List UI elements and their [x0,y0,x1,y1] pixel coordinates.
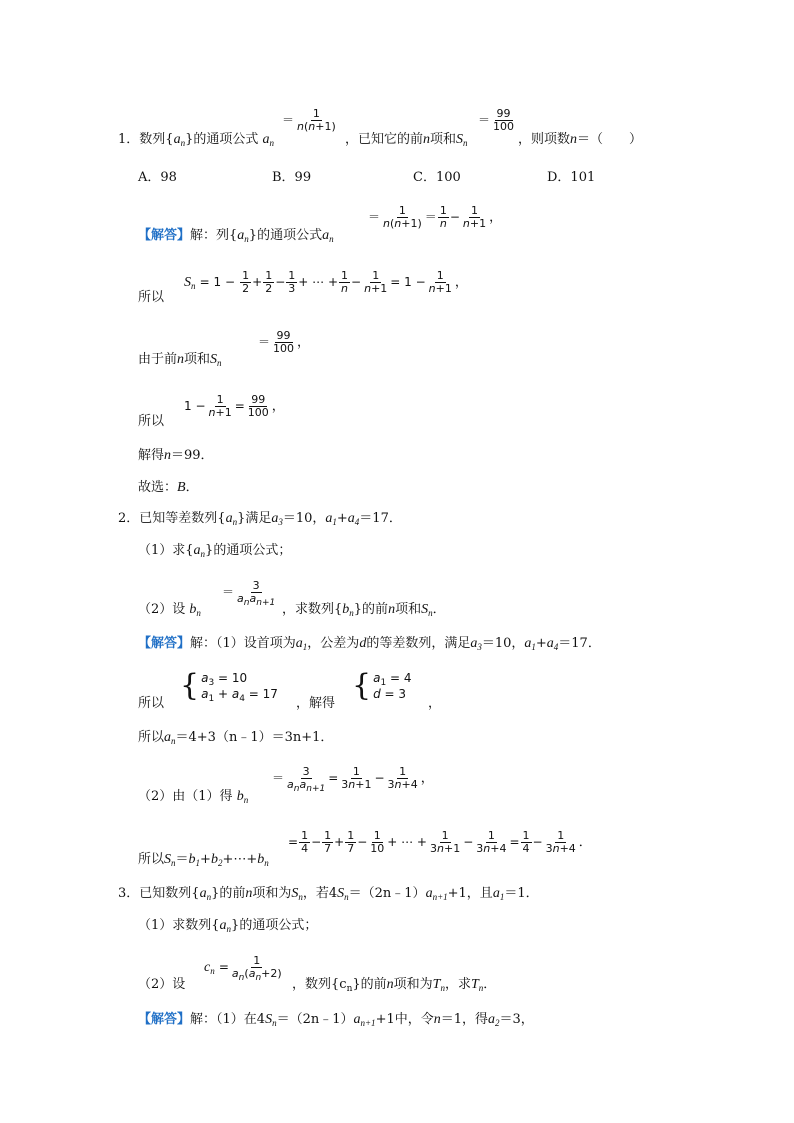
q3-part2-b: ，数列$\{c_n\}$的前n项和为$T_n$，求$T_n$． [292,977,497,994]
q1-formula-sn: ＝ $\frac{99}{100}$ [478,107,515,133]
q1-since-formula: ＝ $\frac{99}{100}$ ， [258,329,311,355]
q1-eq-formula: 1 − $\frac{1}{n+1}$ = $\frac{99}{100}$ ， [184,393,285,419]
q2-system-line: 所以 [138,696,165,711]
q3-part1: （1）求数列$\{a_n\}$的通项公式； [138,918,318,934]
q3-part2: （2）设 [138,977,186,992]
q1-formula-an: ＝ $\frac{1}{n(n+1)}$ [282,107,336,133]
q3-solution-line1: 【解答】解：（1）在$4S_n=(2n﹣1)a_{n+1}+1$中，令n＝1，得$a_2=3$， [138,1012,534,1028]
solution-tag: 【解答】 [138,228,191,243]
choice-a[interactable]: A．98 [138,170,177,185]
q1-stem: 1．数列$\{a_n\}$的通项公式 $a_n$ [118,132,274,148]
q1-since: 由于前n项和$S_n$ [138,352,222,368]
q3-cn-formula: $c_n$ = $\frac{1}{a_n(a_n+2)}$ [204,954,282,983]
choice-c[interactable]: C．100 [413,170,461,185]
q1-stem-3: ，则项数n＝（ ） [518,132,643,147]
q2-part2-solution: （2）由（1）得 $b_n$ [138,789,249,805]
q2-bn-split: ＝ $\frac{3}{a_na_{n+1}}$ = $\frac{1}{3n+1}$ − $\frac{1}{3n+4}$ ， [272,765,434,794]
q1-sum-formula: $S_n = 1$ − $\frac{1}{2}$ + $\frac{1}{2}$ − $\frac{1}{3}$ + ⋯ + $\frac{1}{n}$ − $\frac{1}{n+1}$ = 1 − $\frac{1}{n+1}$ ， [184,269,468,295]
q2-solution-line1: 【解答】解：（1）设首项为$a_1$，公差为d的等差数列，满足$a_3=10$，$a_1+a_4=17$． [138,636,601,652]
q1-solve: 解得n＝99． [138,448,214,463]
q1-solution-formula1: ＝ $\frac{1}{n(n+1)}$ ＝ $\frac{1}{n}$ − $\frac{1}{n+1}$ ， [368,204,503,230]
q2-stem: 2．已知等差数列$\{a_n\}$满足$a_3=10$，$a_1+a_4=17$． [118,511,402,527]
q2-part2: （2）设 $b_n$ [138,602,201,618]
q2-part2-b: ，求数列$\{b_n\}$的前n项和$S_n$． [282,602,446,618]
q1-so-1: 所以 [138,290,165,305]
choice-d[interactable]: D．101 [547,170,596,185]
q2-system-1: { $a_3 = 10$ $a_1 + a_4 = 17$ [180,668,278,704]
q3-stem: 3．已知数列$\{a_n\}$的前n项和为$S_n$，若$4S_n=(2n﹣1)a_{n+1}+1$，且$a_1=1$． [118,886,539,902]
q2-part1: （1）求$\{a_n\}$的通项公式； [138,543,292,559]
q2-solve-label: ，解得 [296,696,336,711]
q2-bn-formula: ＝ $\frac{3}{a_na_{n+1}}$ [222,579,276,608]
q1-solution-line1: 【解答】解：列$\{a_n\}$的通项公式$a_n$ [138,228,334,244]
q1-stem-2: ，已知它的前n项和$S_n$ [345,132,468,148]
q2-system-2: { $a_1 = 4$ d = 3 [352,668,412,703]
q1-so-2: 所以 [138,414,165,429]
q2-sum-line: 所以$S_n=b_1+b_2+\cdots+b_n$ [138,852,269,868]
q1-choose: 故选：B． [138,480,199,495]
q2-an-result: 所以$a_n=4+3(n﹣1)=3n+1$． [138,730,334,746]
choice-b[interactable]: B．99 [272,170,312,185]
q2-comma: ， [428,696,442,711]
q2-sum-formula: = $\frac{1}{4}$ − $\frac{1}{7}$ + $\frac{1}{7}$ − $\frac{1}{10}$ + ⋯ + $\frac{1}{3n+1}$ − $\frac{1}{3n+4}$ = $\frac{1}{4}$ − $\frac{1}{3n+4}$ ． [288,829,592,855]
